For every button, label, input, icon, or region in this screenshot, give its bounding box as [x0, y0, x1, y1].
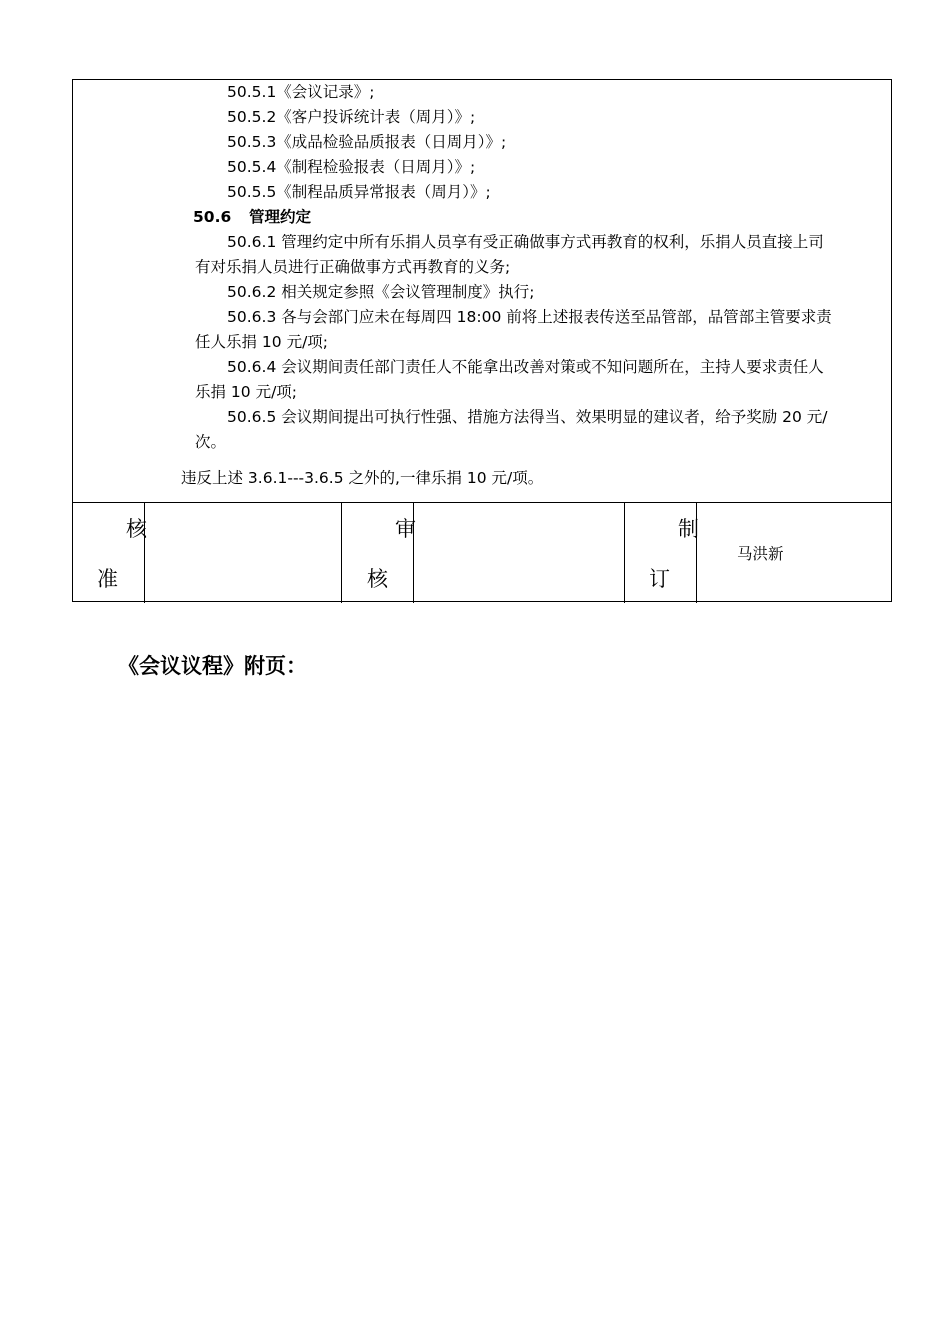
clause-50-5-1: 50.5.1《会议记录》; — [227, 83, 375, 101]
approve-label-char2: 准 — [97, 567, 118, 591]
clause-50-5-3: 50.5.3《成品检验品质报表（日周月）》; — [227, 133, 507, 151]
draft-name: 马洪新 — [737, 545, 784, 563]
draft-label-char2: 订 — [649, 567, 670, 591]
section-50-6-number: 50.6 — [193, 208, 232, 226]
clause-50-6-4-line2: 乐捐 10 元/项; — [195, 383, 298, 401]
cell-divider — [341, 503, 342, 603]
cell-divider — [624, 503, 625, 603]
review-label-char1: 审 — [395, 517, 416, 541]
clause-50-6-1-line2: 有对乐捐人员进行正确做事方式再教育的义务; — [195, 258, 511, 276]
approve-label-char1: 核 — [126, 517, 147, 541]
section-50-6-title: 管理约定 — [249, 208, 312, 226]
clause-50-5-5: 50.5.5《制程品质异常报表（周月）》; — [227, 183, 491, 201]
draft-label-char1: 制 — [678, 517, 699, 541]
clause-50-5-4: 50.5.4《制程检验报表（日周月）》; — [227, 158, 476, 176]
clause-50-6-5-line2: 次。 — [195, 433, 227, 451]
document-table — [72, 79, 892, 602]
clause-50-6-3-line2: 任人乐捐 10 元/项; — [195, 333, 329, 351]
clause-50-6-4-line1: 50.6.4 会议期间责任部门责任人不能拿出改善对策或不知问题所在，主持人要求责任人 — [227, 358, 824, 376]
appendix-title: 《会议议程》附页： — [118, 654, 307, 678]
clause-50-5-2: 50.5.2《客户投诉统计表（周月）》; — [227, 108, 476, 126]
review-label-char2: 核 — [367, 567, 388, 591]
clause-50-6-1-line1: 50.6.1 管理约定中所有乐捐人员享有受正确做事方式再教育的权利，乐捐人员直接上司 — [227, 233, 824, 251]
signature-row-divider — [73, 502, 891, 503]
violation-note: 违反上述 3.6.1---3.6.5 之外的,一律乐捐 10 元/项。 — [181, 469, 544, 487]
clause-50-6-3-line1: 50.6.3 各与会部门应未在每周四 18:00 前将上述报表传送至品管部，品管部主管要求责 — [227, 308, 832, 326]
clause-50-6-2: 50.6.2 相关规定参照《会议管理制度》执行; — [227, 283, 535, 301]
clause-50-6-5-line1: 50.6.5 会议期间提出可执行性强、措施方法得当、效果明显的建议者，给予奖励 20 元/ — [227, 408, 828, 426]
